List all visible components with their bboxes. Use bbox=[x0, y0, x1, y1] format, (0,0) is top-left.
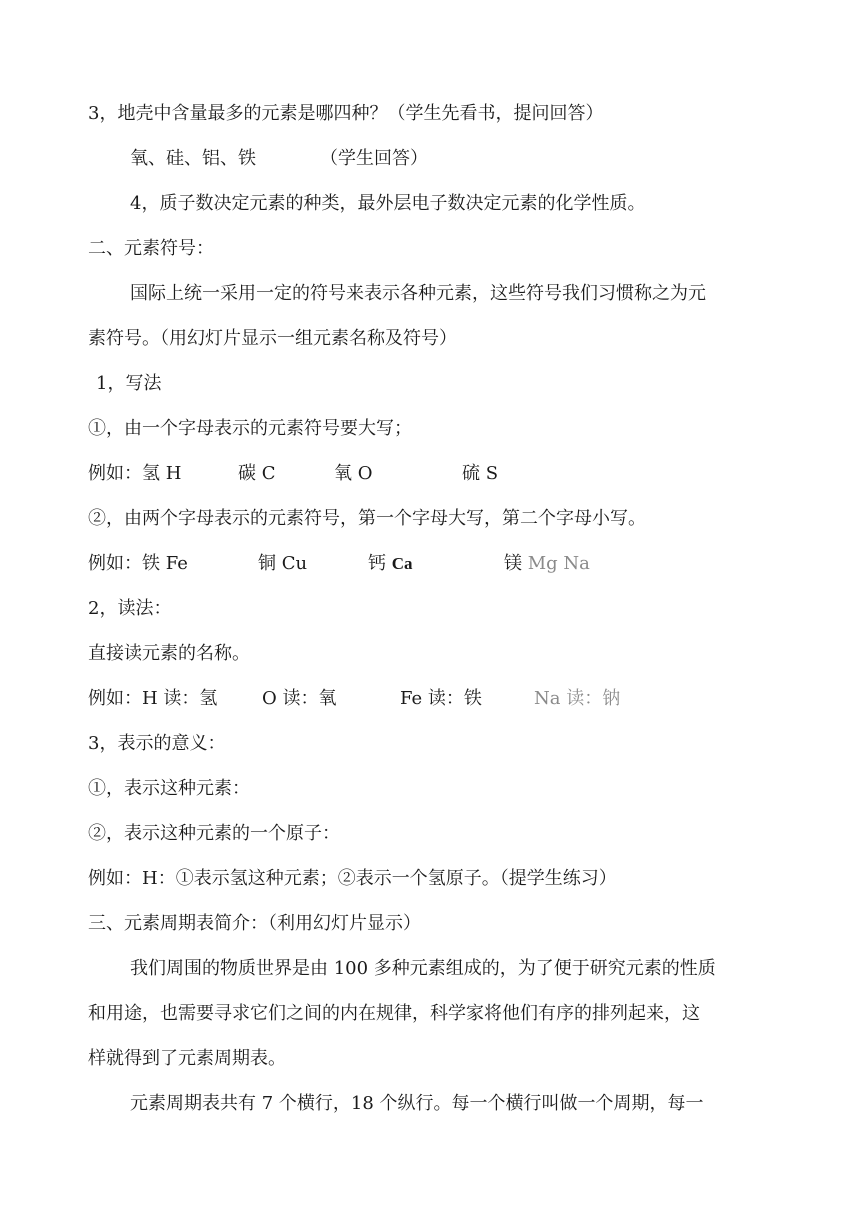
text-line-point-4: 4，质子数决定元素的种类，最外层电子数决定元素的化学性质。 bbox=[130, 193, 646, 214]
section-heading-element-symbols: 二、元素符号： bbox=[88, 238, 214, 259]
reading-hydrogen: 例如：H 读：氢 bbox=[88, 688, 218, 709]
answer-note: （学生回答） bbox=[320, 148, 428, 169]
meaning-item-1: ①，表示这种元素： bbox=[88, 778, 250, 799]
example-hydrogen: 例如：氢 H bbox=[88, 463, 182, 484]
reading-iron: Fe 读：铁 bbox=[400, 688, 482, 709]
answer-elements: 氧、硅、铝、铁 bbox=[130, 148, 256, 169]
example-calcium: 钙 Ca bbox=[368, 553, 413, 574]
reading-sodium: Na 读：钠 bbox=[534, 688, 621, 709]
calcium-symbol: Ca bbox=[391, 554, 413, 573]
paragraph-line: 元素周期表共有 7 个横行，18 个纵行。每一个横行叫做一个周期，每一 bbox=[130, 1093, 704, 1114]
text-line-reading-rule: 直接读元素的名称。 bbox=[88, 643, 250, 664]
subheading-reading: 2，读法： bbox=[88, 598, 172, 619]
faded-symbols: Mg Na bbox=[527, 553, 590, 574]
paragraph-line: 样就得到了元素周期表。 bbox=[88, 1048, 286, 1069]
section-heading-periodic-table: 三、元素周期表简介：（利用幻灯片显示） bbox=[88, 913, 421, 934]
example-sulfur: 硫 S bbox=[462, 463, 499, 484]
paragraph-line: 我们周围的物质世界是由 100 多种元素组成的，为了便于研究元素的性质 bbox=[130, 958, 716, 979]
example-oxygen: 氧 O bbox=[334, 463, 373, 484]
paragraph-line: 素符号。（用幻灯片显示一组元素名称及符号） bbox=[88, 328, 457, 349]
meaning-item-2: ②，表示这种元素的一个原子： bbox=[88, 823, 340, 844]
subheading-meaning: 3，表示的意义： bbox=[88, 733, 226, 754]
example-carbon: 碳 C bbox=[238, 463, 276, 484]
paragraph-line: 和用途，也需要寻求它们之间的内在规律，科学家将他们有序的排列起来，这 bbox=[88, 1003, 700, 1024]
subheading-writing: 1，写法 bbox=[96, 373, 162, 394]
rule-one-letter: ①，由一个字母表示的元素符号要大写； bbox=[88, 418, 412, 439]
meaning-example: 例如：H：①表示氢这种元素；②表示一个氢原子。（提学生练习） bbox=[88, 868, 617, 889]
example-iron: 例如：铁 Fe bbox=[88, 553, 188, 574]
example-copper: 铜 Cu bbox=[258, 553, 308, 574]
rule-two-letters: ②，由两个字母表示的元素符号，第一个字母大写，第二个字母小写。 bbox=[88, 508, 646, 529]
reading-oxygen: O 读：氧 bbox=[262, 688, 337, 709]
example-magnesium: 镁 Mg Na bbox=[504, 553, 590, 574]
text-line-question-3: 3，地壳中含量最多的元素是哪四种？（学生先看书，提问回答） bbox=[88, 103, 604, 124]
paragraph-line: 国际上统一采用一定的符号来表示各种元素，这些符号我们习惯称之为元 bbox=[130, 283, 706, 304]
